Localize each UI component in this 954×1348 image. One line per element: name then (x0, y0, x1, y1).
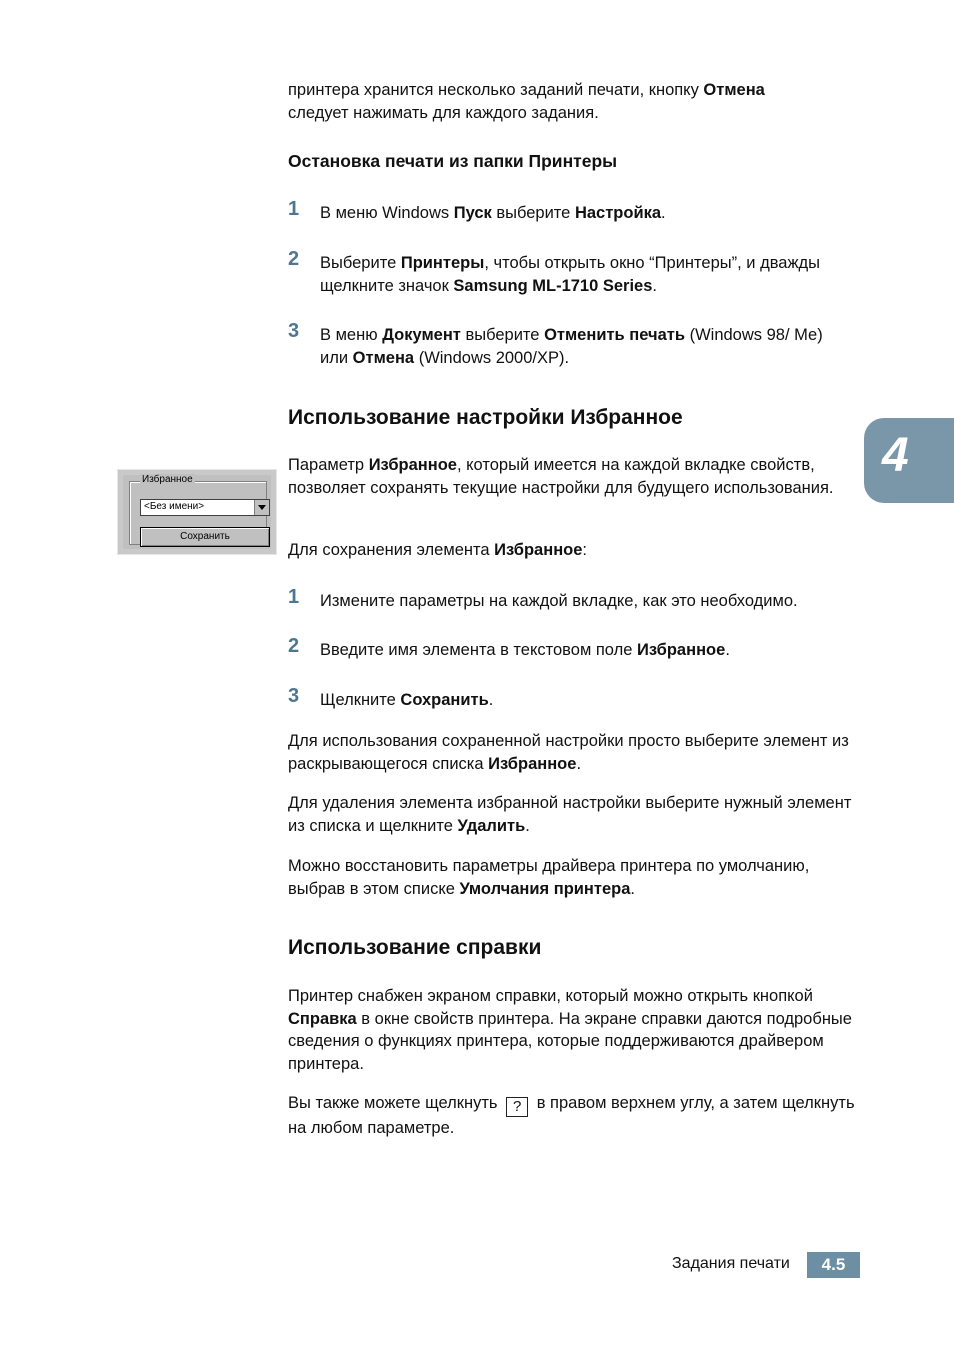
page-number-badge: 4.5 (807, 1252, 860, 1278)
step-number: 2 (288, 248, 300, 270)
favorites-paragraph-5: Можно восстановить параметры драйвера принтера по умолчанию, выбрав в этом списке Умолчания принтера. (288, 857, 810, 898)
favorites-section-heading: Использование настройки Избранное (288, 406, 683, 429)
favorites-combo[interactable] (140, 499, 270, 516)
favorites-combo-value: <Без имени> (144, 501, 205, 512)
favorites-paragraph-4: Для удаления элемента избранной настройки выберите нужный элемент из списка и щелкните Удалить. (288, 794, 852, 835)
favorites-paragraph-3: Для использования сохраненной настройки просто выберите элемент из раскрывающегося списка Избранное. (288, 732, 849, 773)
step-number: 3 (288, 685, 300, 707)
chapter-tab (864, 418, 954, 503)
favorites-paragraph-1: Параметр Избранное, который имеется на каждой вкладке свойств, позволяет сохранять текущие настройки для будущего использования. (288, 456, 834, 497)
step-number: 3 (288, 320, 300, 342)
favorites-legend: Избранное (142, 474, 193, 485)
help-question-icon: ? (506, 1097, 528, 1117)
footer-section-title: Задания печати (672, 1255, 790, 1272)
chevron-down-icon[interactable] (254, 500, 269, 515)
step-number: 2 (288, 635, 300, 657)
intro-paragraph: принтера хранится несколько заданий печати, кнопку Отмена следует нажимать для каждого задания. (288, 81, 765, 122)
help-paragraph-1: Принтер снабжен экраном справки, который можно открыть кнопкой Справка в окне свойств принтера. На экране справки даются подробные сведения о функциях принтера, которые поддерживаются драйвером принтера. (288, 987, 852, 1073)
help-section-heading: Использование справки (288, 936, 542, 959)
save-button[interactable]: Сохранить (140, 527, 270, 547)
step-number: 1 (288, 586, 300, 608)
step-number: 1 (288, 198, 300, 220)
help-paragraph-2: Вы также можете щелкнуть ? в правом верхнем углу, а затем щелкнуть на любом параметре. (288, 1094, 855, 1137)
favorites-group (129, 474, 267, 545)
favorites-widget-screenshot (117, 469, 277, 555)
folder-section-heading: Остановка печати из папки Принтеры (288, 151, 618, 171)
chapter-number: 4 (882, 429, 909, 482)
favorites-paragraph-2: Для сохранения элемента Избранное: (288, 541, 588, 559)
